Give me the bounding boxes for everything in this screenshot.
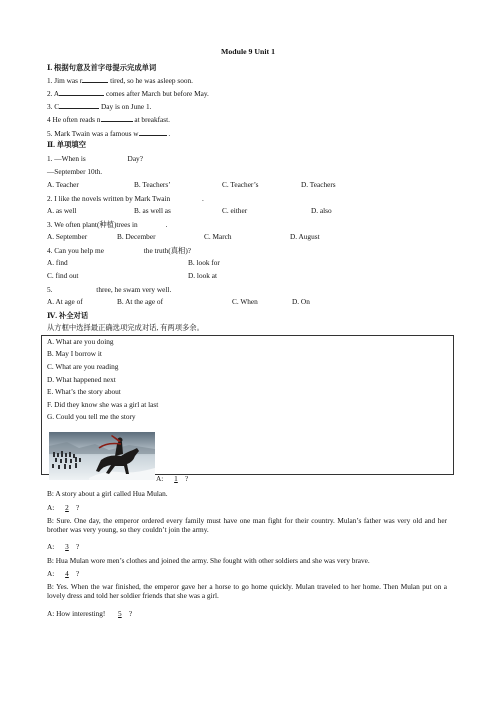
s2-q3-option-c: C. March (204, 232, 232, 241)
s2-q1-reply: —September 10th. (47, 167, 103, 176)
s2-q4-option-a: A. find (47, 258, 68, 267)
s2-q2-option-b: B. as well as (134, 206, 171, 215)
s1-item-5: 5. Mark Twain was a famous w . (47, 129, 171, 138)
choice-f: F. Did they know she was a girl at last (47, 400, 159, 409)
s2-q5-option-c: C. When (232, 297, 258, 306)
s2-q2-option-d: D. also (311, 206, 332, 215)
s1-item-2: 2. A comes after March but before May. (47, 89, 209, 98)
s2-q3-option-b: B. December (117, 232, 156, 241)
dialogue-a5: A: How interesting! 5 ? (47, 609, 133, 618)
choice-e: E. What’s the story about (47, 387, 121, 396)
s2-q4-option-b: B. look for (188, 258, 220, 267)
dialogue-a4: A: 4 ? (47, 569, 80, 578)
s2-q4-option-d: D. look at (188, 271, 217, 280)
choice-c: C. What are you reading (47, 362, 119, 371)
mulan-illustration (49, 432, 155, 480)
choice-b: B. May I borrow it (47, 349, 102, 358)
s2-q5-option-a: A. At age of (47, 297, 83, 306)
dialogue-a3: A: 3 ? (47, 542, 80, 551)
s2-q5-stem: 5. three, he swam very well. (47, 285, 172, 294)
s1-item-1: 1. Jim was r tired, so he was asleep soon. (47, 76, 193, 85)
choice-g: G. Could you tell me the story (47, 412, 136, 421)
s2-q3-option-d: D. August (290, 232, 320, 241)
s2-q5-option-b: B. At the age of (117, 297, 164, 306)
s2-q1-stem: 1. —When is Day? (47, 154, 143, 163)
section-2-heading: Ⅱ. 单项填空 (47, 140, 86, 149)
s1-item-4: 4 He often reads n at breakfast. (47, 115, 170, 124)
s2-q4-option-c: C. find out (47, 271, 79, 280)
s2-q3-option-a: A. September (47, 232, 88, 241)
page-title: Module 9 Unit 1 (221, 47, 275, 56)
s2-q2-option-c: C. either (222, 206, 248, 215)
s2-q5-option-d: D. On (292, 297, 310, 306)
s2-q1-option-d: D. Teachers (301, 180, 336, 189)
s2-q1-option-a: A. Teacher (47, 180, 79, 189)
choice-a: A. What are you doing (47, 337, 114, 346)
s2-q2-stem: 2. I like the novels written by Mark Twain . (47, 194, 204, 203)
choice-d: D. What happened next (47, 375, 116, 384)
section-4-instruction: 从方框中选择最正确选项完成对话, 有两项多余。 (47, 323, 204, 332)
s2-q3-stem: 3. We often plant(种植)trees in . (47, 220, 168, 229)
dialogue-b1: B: A story about a girl called Hua Mulan. (47, 489, 168, 498)
s2-q2-option-a: A. as well (47, 206, 77, 215)
s2-q1-option-c: C. Teacher’s (222, 180, 259, 189)
section-1-heading: Ⅰ. 根据句意及首字母提示完成单词 (47, 63, 157, 72)
s1-item-3: 3. C Day is on June 1. (47, 102, 152, 111)
section-4-heading: Ⅳ. 补全对话 (47, 311, 89, 320)
dialogue-b3: B: Hua Mulan wore men’s clothes and joined the army. She fought with other soldiers and she was very brave. (47, 556, 370, 565)
dialogue-a1: A: 1 ? (156, 474, 189, 483)
dialogue-a2: A: 2 ? (47, 503, 80, 512)
dialogue-b2: B: Sure. One day, the emperor ordered every family must have one man fight for their country. Mulan’s father was very old and her brother was very young, so they couldn’t join the army. (47, 516, 447, 534)
dialogue-b4: B: Yes. When the war finished, the emperor gave her a horse to go home quickly. Mulan traveled to her home. Then Mulan put on a lovely dress and told her soldier friends that she was a girl. (47, 582, 447, 600)
s2-q4-stem: 4. Can you help me the truth(真相)? (47, 246, 191, 255)
s2-q1-option-b: B. Teachers’ (134, 180, 171, 189)
